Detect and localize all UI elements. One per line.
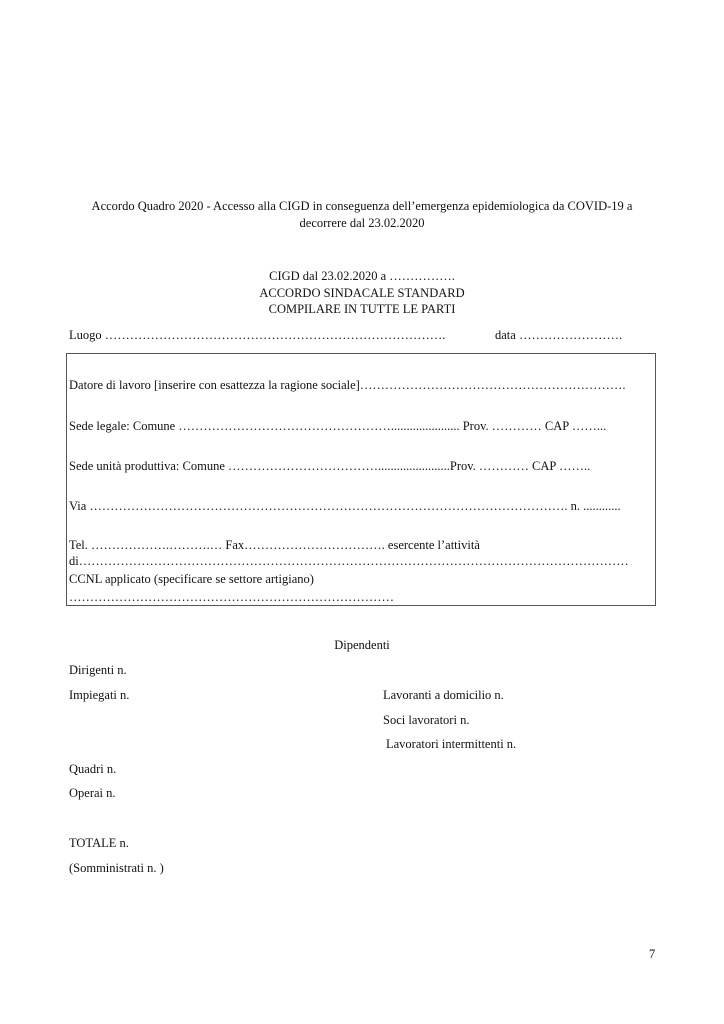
clerks-count: Impiegati n.: [69, 688, 130, 702]
employees-heading: Dipendenti: [334, 638, 390, 652]
fill-instructions: COMPILARE IN TUTTE LE PARTI: [268, 302, 456, 316]
date-field: data …………………….: [495, 328, 623, 342]
production-unit-field: Sede unità produttiva: Comune ……………………………….......................Prov. ………… CAP ……..: [69, 459, 591, 473]
ccnl-line: ……………………………………………………………………: [69, 590, 394, 604]
page-number: 7: [649, 947, 656, 961]
employer-form-box: [66, 353, 656, 606]
total-count: TOTALE n.: [69, 836, 129, 850]
member-workers-count: Soci lavoratori n.: [383, 713, 470, 727]
employer-field: Datore di lavoro [inserire con esattezza la ragione sociale]……………………………………………………….: [69, 378, 626, 392]
phone-fax-field: Tel. ……………….……….… Fax……………………………. esercente l’attività: [69, 538, 480, 552]
agreement-title: ACCORDO SINDACALE STANDARD: [259, 286, 465, 300]
legal-seat-field: Sede legale: Comune ……………………………………………...................... Prov. ………… CAP ……...: [69, 419, 607, 433]
middle-managers-count: Quadri n.: [69, 762, 117, 776]
header-line-2: decorrere dal 23.02.2020: [299, 216, 425, 230]
home-workers-count: Lavoranti a domicilio n.: [383, 688, 504, 702]
temp-workers-count: (Somministrati n. ): [69, 861, 164, 875]
activity-field: di……………………………………………………………………………………………………………………: [69, 554, 629, 568]
cigd-period: CIGD dal 23.02.2020 a …………….: [269, 269, 455, 283]
place-field: Luogo ……………………………………………………………………….: [69, 328, 446, 342]
street-field: Via ……………………………………………………………………………………………………. n. ............: [69, 499, 621, 513]
intermittent-workers-count: Lavoratori intermittenti n.: [386, 737, 517, 751]
ccnl-label: CCNL applicato (specificare se settore artigiano): [69, 572, 314, 586]
workers-count: Operai n.: [69, 786, 116, 800]
header-line-1: Accordo Quadro 2020 - Accesso alla CIGD in conseguenza dell’emergenza epidemiologica da COVID-19 a: [91, 199, 633, 213]
managers-count: Dirigenti n.: [69, 663, 127, 677]
